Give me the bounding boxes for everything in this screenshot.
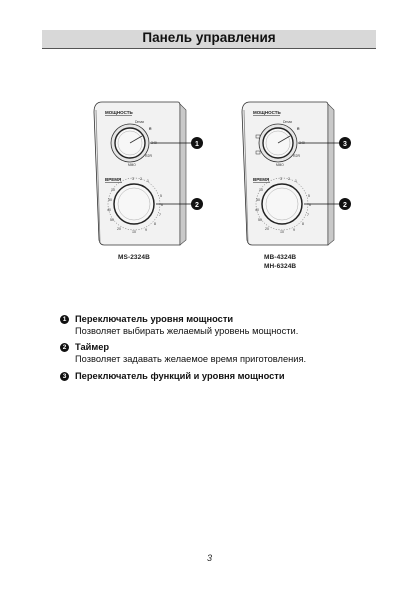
time-mark: 2 bbox=[288, 177, 290, 181]
time-mark: 5 bbox=[308, 194, 310, 198]
panel-side bbox=[328, 104, 334, 245]
power-mark: R bbox=[297, 127, 300, 131]
time-mark: 7 bbox=[307, 213, 309, 217]
time-mark: 10 bbox=[259, 188, 263, 192]
time-mark: 1 bbox=[295, 179, 297, 183]
power-mark: R bbox=[149, 127, 152, 131]
power-mark: R2R bbox=[293, 154, 301, 158]
time-mark: 8 bbox=[154, 222, 156, 226]
legend-title: Переключатель уровня мощности bbox=[75, 314, 234, 324]
page-number: 3 bbox=[206, 553, 212, 563]
power-mark: MMO bbox=[276, 163, 284, 167]
legend-description: Позволяет выбирать желаемый уровень мощности. bbox=[75, 326, 299, 336]
callout-number: 3 bbox=[343, 141, 347, 148]
power-mark: 340 bbox=[151, 141, 157, 145]
time-mark: 7 bbox=[159, 213, 161, 217]
time-mark: 20 bbox=[265, 227, 269, 231]
time-mark: 9 bbox=[293, 228, 295, 232]
control-panel-illustration-right bbox=[232, 100, 362, 250]
page-title: Панель управления bbox=[142, 30, 276, 45]
time-mark: 10 bbox=[111, 188, 115, 192]
time-mark: 2 bbox=[140, 177, 142, 181]
time-mark: 10 bbox=[132, 230, 136, 234]
power-mark: Dmax bbox=[135, 120, 145, 124]
model-label-right-1: MB-4324B bbox=[264, 254, 297, 261]
power-mark: R2R bbox=[145, 154, 153, 158]
power-mark: Dmax bbox=[283, 120, 293, 124]
time-mark: 20 bbox=[117, 227, 121, 231]
power-mark: MMO bbox=[128, 163, 136, 167]
callout-number: 2 bbox=[195, 202, 199, 209]
legend-title: Переключатель функций и уровня мощности bbox=[75, 371, 285, 381]
time-mark: 3 bbox=[132, 177, 134, 181]
legend-number-badge: 3 bbox=[60, 372, 69, 381]
time-mark: 5 bbox=[160, 194, 162, 198]
legend-description: Позволяет задавать желаемое время приготовления. bbox=[75, 354, 307, 364]
model-label-left: MS-2324B bbox=[118, 254, 150, 261]
time-mark: 40 bbox=[255, 208, 259, 212]
power-label: МОЩНОСТЬ bbox=[253, 110, 281, 115]
time-mark: 50 bbox=[110, 218, 114, 222]
time-mark: 40 bbox=[107, 208, 111, 212]
time-mark: 6 bbox=[309, 203, 311, 207]
time-mark: 50 bbox=[258, 218, 262, 222]
model-label-right-2: MH-6324B bbox=[264, 263, 297, 270]
power-mark: 340 bbox=[299, 141, 305, 145]
legend-number-badge: 1 bbox=[60, 315, 69, 324]
power-label: МОЩНОСТЬ bbox=[105, 110, 133, 115]
time-mark: 30 bbox=[256, 198, 260, 202]
time-mark: 6 bbox=[161, 203, 163, 207]
callout-number: 2 bbox=[343, 202, 347, 209]
timer-knob[interactable] bbox=[262, 184, 302, 224]
time-mark: 8 bbox=[302, 222, 304, 226]
control-panel-right-svg bbox=[232, 100, 362, 250]
timer-knob[interactable] bbox=[114, 184, 154, 224]
callout-number: 1 bbox=[195, 141, 199, 148]
legend-number-badge: 2 bbox=[60, 343, 69, 352]
control-panel-left-svg bbox=[84, 100, 214, 250]
legend-title: Таймер bbox=[75, 342, 110, 352]
time-label: ВРЕМЯ bbox=[253, 177, 270, 182]
panel-side bbox=[180, 104, 186, 245]
page-header bbox=[42, 30, 376, 49]
time-mark: 3 bbox=[280, 177, 282, 181]
time-mark: 30 bbox=[108, 198, 112, 202]
time-mark: 10 bbox=[280, 230, 284, 234]
time-mark: 9 bbox=[145, 228, 147, 232]
time-label: ВРЕМЯ bbox=[105, 177, 122, 182]
control-panel-illustration-left bbox=[84, 100, 214, 250]
time-mark: 1 bbox=[147, 179, 149, 183]
